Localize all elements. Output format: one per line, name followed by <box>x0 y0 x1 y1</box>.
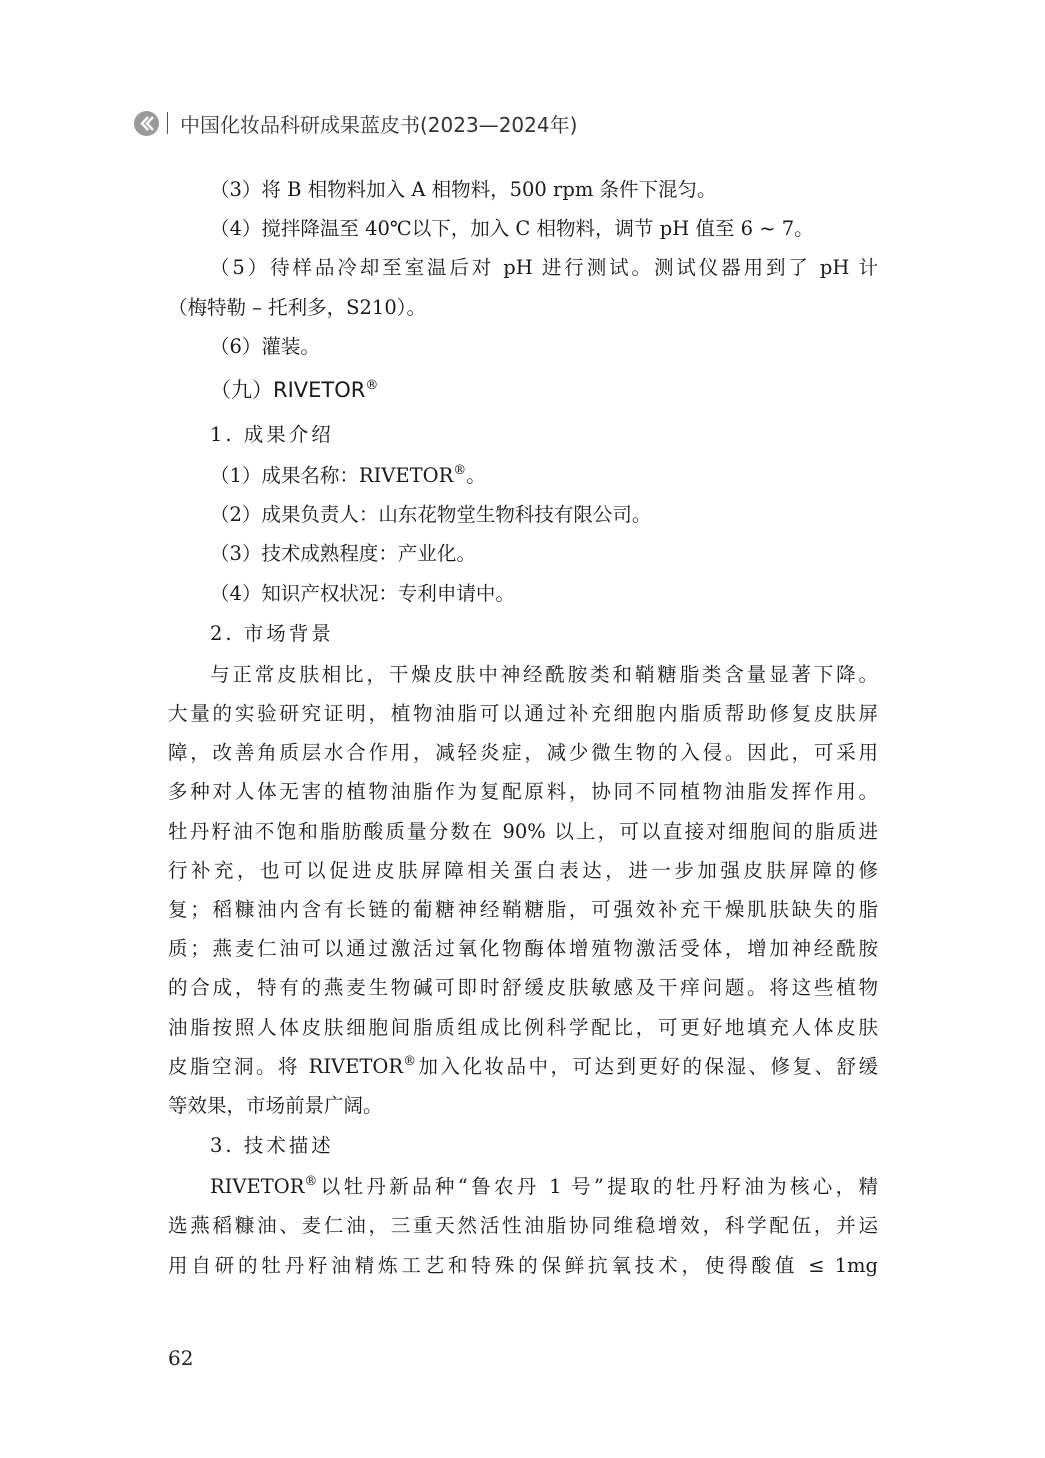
step-4: （4）搅拌降温至 40℃以下，加入 C 相物料，调节 pH 值至 6 ~ 7。 <box>210 217 814 241</box>
tech-line: 选燕稻糠油、麦仁油，三重天然活性油脂协同维稳增效，科学配伍，并运 <box>168 1214 878 1238</box>
market-line: 牡丹籽油不饱和脂肪酸质量分数在 90% 以上，可以直接对细胞间的脂质进 <box>168 819 878 843</box>
market-line: 与正常皮肤相比，干燥皮肤中神经酰胺类和鞘糖脂类含量显著下降。 <box>210 662 878 686</box>
step-5-line-2: （梅特勒 – 托利多，S210）。 <box>168 295 426 319</box>
page-body <box>168 170 878 1285</box>
step-6: （6）灌装。 <box>210 334 320 358</box>
market-line: 的合成，特有的燕麦生物碱可即时舒缓皮肤敏感及干痒问题。将这些植物 <box>168 976 878 1000</box>
market-line: 行补充，也可以促进皮肤屏障相关蛋白表达，进一步加强皮肤屏障的修 <box>168 858 878 882</box>
running-title: 中国化妆品科研成果蓝皮书(2023—2024年) <box>180 112 578 137</box>
tech-line: 用自研的牡丹籽油精炼工艺和特殊的保鲜抗氧技术，使得酸值 ≤ 1mg <box>168 1253 878 1277</box>
intro-item-4: （4）知识产权状况：专利申请中。 <box>210 581 515 605</box>
registered-mark: ® <box>453 463 467 479</box>
market-line: 障，改善角质层水合作用，减轻炎症，减少微生物的入侵。因此，可采用 <box>168 741 878 765</box>
book-logo-icon <box>134 111 159 136</box>
step-3: （3）将 B 相物料加入 A 相物料，500 rpm 条件下混匀。 <box>210 178 717 201</box>
running-header <box>134 106 577 140</box>
market-line: 等效果，市场前景广阔。 <box>168 1094 383 1118</box>
tech-line-1-start: RIVETOR <box>210 1175 305 1199</box>
section-heading-text: （九）RIVETOR <box>210 378 366 403</box>
market-line <box>168 1047 878 1086</box>
header-divider <box>167 112 168 134</box>
intro-item-1-text: （1）成果名称：RIVETOR <box>210 464 454 488</box>
market-line: 复；稻糠油内含有长链的葡糖神经鞘糖脂，可强效补充干燥肌肤缺失的脂 <box>168 898 878 922</box>
market-line-11-end: 加入化妆品中，可达到更好的保湿、修复、舒缓 <box>416 1054 878 1078</box>
market-title: 2. 市场背景 <box>210 621 334 645</box>
intro-title: 1. 成果介绍 <box>210 423 334 447</box>
section-heading <box>168 366 878 414</box>
intro-item-1 <box>168 456 878 495</box>
market-line: 多种对人体无害的植物油脂作为复配原料，协同不同植物油脂发挥作用。 <box>168 780 878 804</box>
registered-mark: ® <box>365 378 379 394</box>
market-line: 质；燕麦仁油可以通过激活过氧化物酶体增殖物激活受体，增加神经酰胺 <box>168 937 878 961</box>
step-5-line-1: （5）待样品冷却至室温后对 pH 进行测试。测试仪器用到了 pH 计 <box>210 256 878 280</box>
registered-mark: ® <box>304 1174 318 1190</box>
registered-mark: ® <box>403 1053 417 1069</box>
intro-item-1-end: 。 <box>466 464 486 488</box>
page-number: 62 <box>168 1346 194 1370</box>
market-line: 油脂按照人体皮肤细胞间脂质组成比例科学配比，可更好地填充人体皮肤 <box>168 1015 878 1039</box>
tech-title: 3. 技术描述 <box>210 1134 334 1158</box>
tech-line-1-end: 以牡丹新品种“鲁农丹 1 号”提取的牡丹籽油为核心，精 <box>317 1175 878 1199</box>
intro-item-3: （3）技术成熟程度：产业化。 <box>210 542 476 566</box>
tech-line <box>168 1167 878 1206</box>
market-line-11-start: 皮脂空洞。将 RIVETOR <box>168 1054 404 1078</box>
market-line: 大量的实验研究证明，植物油脂可以通过补充细胞内脂质帮助修复皮肤屏 <box>168 702 878 726</box>
intro-item-2: （2）成果负责人：山东花物堂生物科技有限公司。 <box>210 503 652 527</box>
